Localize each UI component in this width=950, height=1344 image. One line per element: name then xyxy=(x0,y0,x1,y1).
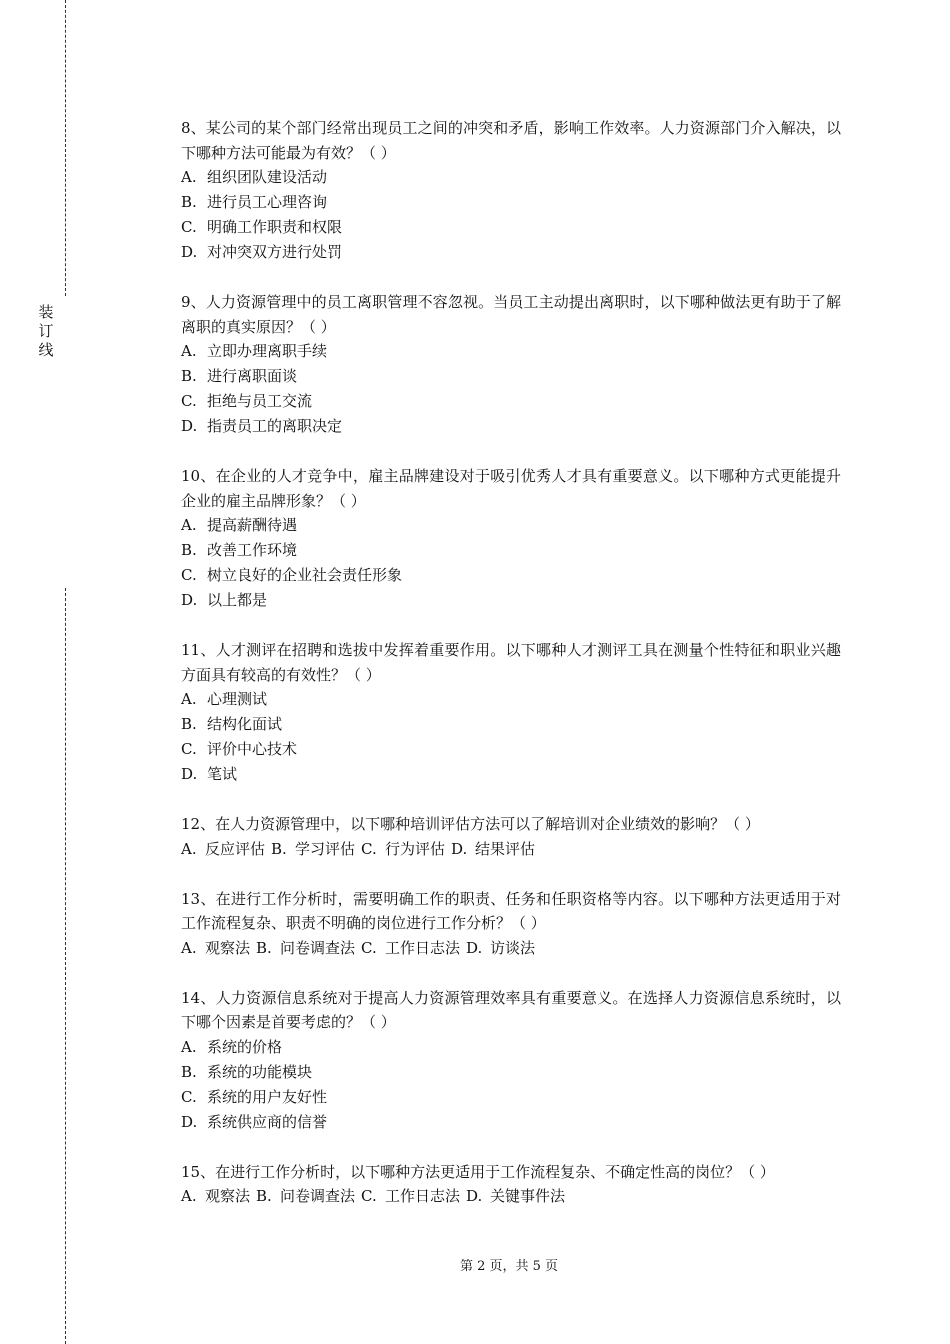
option-item xyxy=(181,1085,841,1110)
option-text: 笔试 xyxy=(207,765,238,783)
option-item xyxy=(181,190,841,215)
option-letter: B. xyxy=(256,1187,272,1205)
option-text: 观察法 xyxy=(205,938,251,957)
option-text: 访谈法 xyxy=(490,938,536,957)
question-text: 14、人力资源信息系统对于提高人力资源管理效率具有重要意义。在选择人力资源信息系统时，以下哪个因素是首要考虑的？（ ） xyxy=(181,988,841,1031)
option-item xyxy=(181,762,841,787)
binding-label-char: 线 xyxy=(38,341,54,359)
option-line xyxy=(181,1184,841,1209)
option-letter: A. xyxy=(181,839,197,858)
option-letter: A. xyxy=(181,1037,197,1056)
option-text: 进行离职面谈 xyxy=(207,367,298,385)
option-item xyxy=(181,513,841,538)
question-text: 12、在人力资源管理中，以下哪种培训评估方法可以了解培训对企业绩效的影响？（ ） xyxy=(181,815,760,833)
option-text: 进行员工心理咨询 xyxy=(207,193,328,211)
question-block xyxy=(181,464,841,613)
option-letter: D. xyxy=(181,417,198,435)
option-text: 系统的用户友好性 xyxy=(207,1087,328,1106)
option-letter: B. xyxy=(181,193,197,211)
option-letter: C. xyxy=(361,839,377,858)
option-line xyxy=(181,936,841,961)
binding-line-top xyxy=(65,0,66,296)
option-text: 拒绝与员工交流 xyxy=(207,392,313,410)
option-letter: C. xyxy=(181,566,197,584)
option-item xyxy=(181,364,841,389)
option-letter: A. xyxy=(181,938,197,957)
option-letter: C. xyxy=(181,218,197,236)
option-text: 问卷调查法 xyxy=(280,938,356,957)
option-text: 系统的功能模块 xyxy=(207,1062,313,1081)
binding-label-char: 订 xyxy=(38,322,54,340)
option-letter: C. xyxy=(361,938,377,957)
option-item xyxy=(181,712,841,737)
option-item xyxy=(181,1110,841,1135)
option-text: 树立良好的企业社会责任形象 xyxy=(207,566,403,584)
option-item xyxy=(181,687,841,712)
option-letter: C. xyxy=(181,392,197,410)
question-block xyxy=(181,986,841,1135)
binding-label-char: 装 xyxy=(38,303,54,321)
option-item xyxy=(181,563,841,588)
option-text: 结构化面试 xyxy=(207,715,283,733)
option-text: 问卷调查法 xyxy=(280,1187,356,1205)
option-text: 行为评估 xyxy=(385,839,446,858)
option-item xyxy=(181,1035,841,1060)
option-letter: D. xyxy=(181,765,198,783)
option-text: 观察法 xyxy=(205,1187,251,1205)
question-block xyxy=(181,1160,841,1210)
question-text: 8、某公司的某个部门经常出现员工之间的冲突和矛盾，影响工作效率。人力资源部门介入解决，以下哪种方法可能最为有效？（ ） xyxy=(181,119,841,162)
option-text: 学习评估 xyxy=(295,839,356,858)
question-block xyxy=(181,887,841,961)
option-line xyxy=(181,837,841,862)
option-text: 组织团队建设活动 xyxy=(207,168,328,186)
option-letter: A. xyxy=(181,168,197,186)
option-text: 以上都是 xyxy=(207,591,268,609)
option-text: 工作日志法 xyxy=(385,1187,461,1205)
option-item xyxy=(181,165,841,190)
option-text: 结果评估 xyxy=(475,839,536,858)
option-text: 心理测试 xyxy=(207,690,268,708)
question-text: 11、人才测评在招聘和选拔中发挥着重要作用。以下哪种人才测评工具在测量个性特征和职业兴趣方面具有较高的有效性？（ ） xyxy=(181,641,841,684)
option-item xyxy=(181,538,841,563)
option-letter: B. xyxy=(181,1062,197,1081)
option-text: 对冲突双方进行处罚 xyxy=(207,243,343,261)
option-letter: A. xyxy=(181,1187,197,1205)
option-letter: B. xyxy=(271,839,287,858)
option-text: 关键事件法 xyxy=(490,1187,566,1205)
question-block xyxy=(181,116,841,265)
option-item xyxy=(181,389,841,414)
page-footer: 第 2 页，共 5 页 xyxy=(459,1259,559,1274)
option-item xyxy=(181,588,841,613)
option-letter: D. xyxy=(181,243,198,261)
question-text: 9、人力资源管理中的员工离职管理不容忽视。当员工主动提出离职时，以下哪种做法更有助于了解离职的真实原因？（ ） xyxy=(181,293,841,336)
question-text: 10、在企业的人才竞争中，雇主品牌建设对于吸引优秀人才具有重要意义。以下哪种方式更能提升企业的雇主品牌形象？（ ） xyxy=(181,467,841,510)
option-letter: C. xyxy=(361,1187,377,1205)
option-letter: A. xyxy=(181,516,197,534)
option-letter: D. xyxy=(181,1112,198,1131)
question-text: 15、在进行工作分析时，以下哪种方法更适用于工作流程复杂、不确定性高的岗位？（ ） xyxy=(181,1162,775,1181)
option-letter: C. xyxy=(181,740,197,758)
option-item xyxy=(181,414,841,439)
option-text: 系统的价格 xyxy=(207,1037,283,1056)
binding-label xyxy=(36,303,56,360)
option-text: 明确工作职责和权限 xyxy=(207,218,343,236)
option-letter: B. xyxy=(181,367,197,385)
option-item xyxy=(181,1060,841,1085)
binding-line-bottom xyxy=(65,588,66,1344)
option-letter: D. xyxy=(466,1187,483,1205)
question-list xyxy=(181,116,841,1234)
option-item xyxy=(181,240,841,265)
option-letter: D. xyxy=(181,591,198,609)
option-text: 评价中心技术 xyxy=(207,740,298,758)
option-text: 反应评估 xyxy=(205,839,266,858)
option-text: 提高薪酬待遇 xyxy=(207,516,298,534)
question-block xyxy=(181,290,841,439)
option-letter: A. xyxy=(181,690,197,708)
option-item xyxy=(181,737,841,762)
option-item xyxy=(181,215,841,240)
option-text: 立即办理离职手续 xyxy=(207,342,328,360)
option-text: 指责员工的离职决定 xyxy=(207,417,343,435)
question-block xyxy=(181,812,841,862)
option-letter: D. xyxy=(466,938,483,957)
option-letter: B. xyxy=(181,715,197,733)
option-letter: B. xyxy=(256,938,272,957)
option-text: 改善工作环境 xyxy=(207,541,298,559)
option-item xyxy=(181,339,841,364)
option-letter: B. xyxy=(181,541,197,559)
option-letter: D. xyxy=(451,839,468,858)
option-letter: C. xyxy=(181,1087,197,1106)
option-text: 系统供应商的信誉 xyxy=(207,1112,328,1131)
question-text: 13、在进行工作分析时，需要明确工作的职责、任务和任职资格等内容。以下哪种方法更适用于对工作流程复杂、职责不明确的岗位进行工作分析？（ ） xyxy=(181,889,841,932)
option-letter: A. xyxy=(181,342,197,360)
question-block xyxy=(181,638,841,787)
option-text: 工作日志法 xyxy=(385,938,461,957)
